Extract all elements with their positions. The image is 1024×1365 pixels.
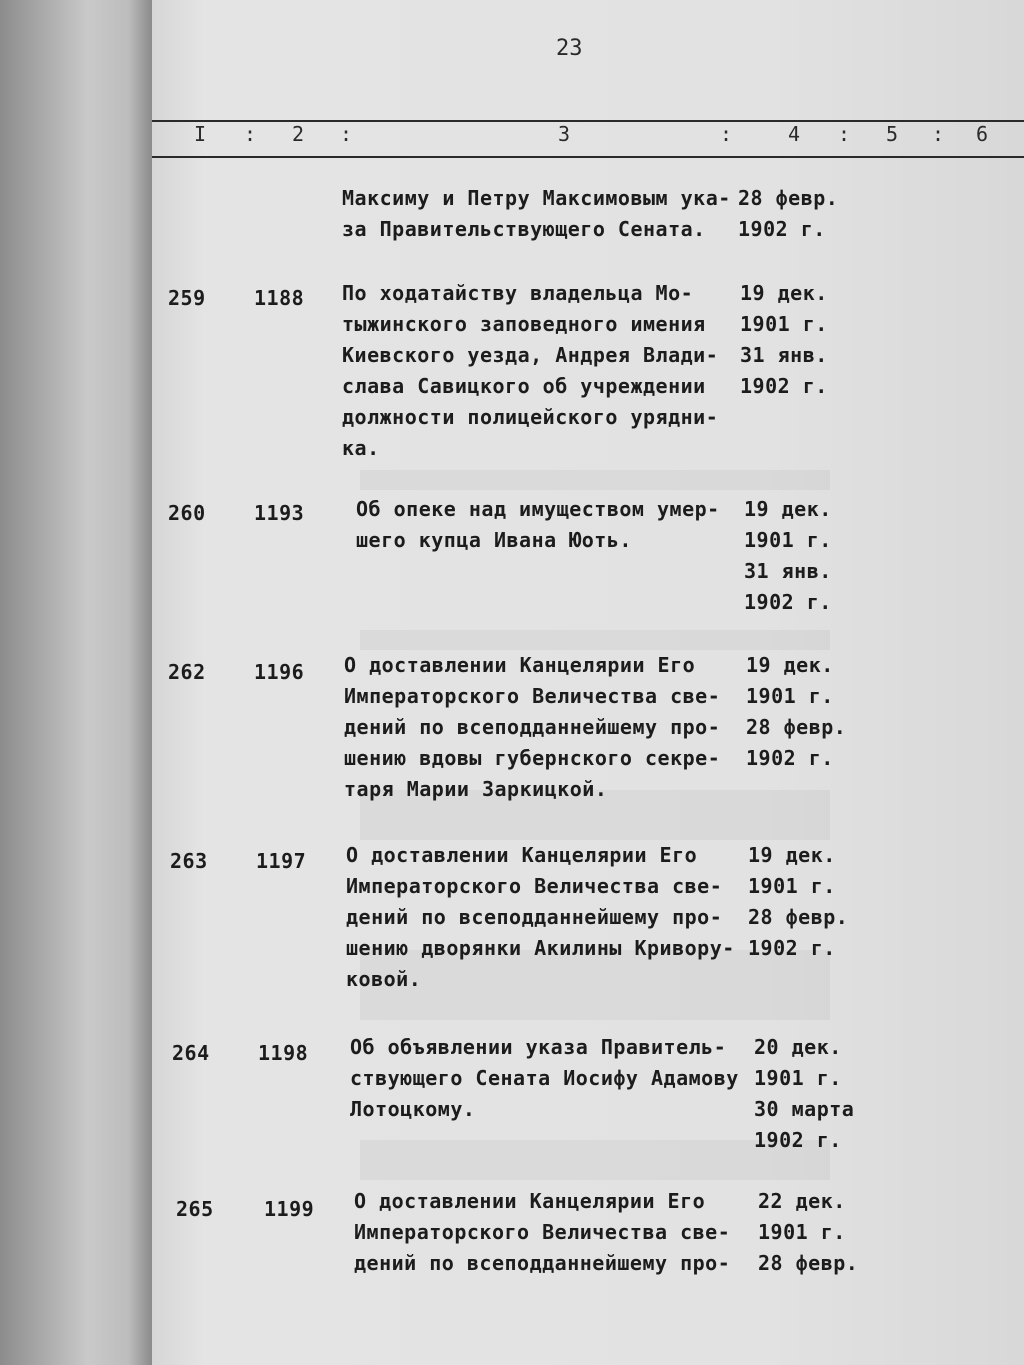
text-line: должности полицейского урядни- [342, 405, 719, 429]
column-separator: : [838, 122, 851, 146]
entry-number: 263 [170, 849, 208, 873]
text-line: О доставлении Канцелярии Его [354, 1189, 706, 1213]
text-line: таря Марии Заркицкой. [344, 777, 608, 801]
entry-text [356, 494, 746, 556]
date-line: 1902 г. [754, 1128, 842, 1152]
entry-text [346, 840, 746, 995]
text-line: дений по всеподданнейшему про- [346, 905, 723, 929]
entry-case: 1198 [258, 1041, 309, 1065]
text-line: ка. [342, 436, 380, 460]
text-line: ковой. [346, 967, 422, 991]
text-line: По ходатайству владельца Мо- [342, 281, 694, 305]
entry-dates [746, 650, 876, 774]
date-line: 19 дек. [744, 497, 832, 521]
date-line: 1901 г. [748, 874, 836, 898]
date-line: 19 дек. [746, 653, 834, 677]
date-line: 30 марта [754, 1097, 855, 1121]
page-number: 23 [556, 36, 583, 61]
date-line: 28 февр. [738, 186, 839, 210]
entry-number: 260 [168, 501, 206, 525]
text-line: слава Савицкого об учреждении [342, 374, 706, 398]
text-line: за Правительствующего Сената. [342, 217, 706, 241]
entry-text [344, 650, 744, 805]
entry-case: 1193 [254, 501, 305, 525]
text-line: Лотоцкому. [350, 1097, 476, 1121]
entry-dates [744, 494, 874, 618]
entry-number: 265 [176, 1197, 214, 1221]
column-header-1: I [194, 122, 207, 146]
text-line: ствующего Сената Иосифу Адамову [350, 1066, 739, 1090]
date-line: 1902 г. [740, 374, 828, 398]
entry-case: 1197 [256, 849, 307, 873]
entry-case: 1196 [254, 660, 305, 684]
entry-dates [758, 1186, 868, 1279]
date-line: 1901 г. [744, 528, 832, 552]
date-line: 28 февр. [748, 905, 849, 929]
text-line: дений по всеподданнейшему про- [344, 715, 721, 739]
date-line: 22 дек. [758, 1189, 846, 1213]
date-line: 19 дек. [748, 843, 836, 867]
text-line: тыжинского заповедного имения [342, 312, 706, 336]
date-line: 1902 г. [744, 590, 832, 614]
date-line: 1901 г. [740, 312, 828, 336]
text-line: О доставлении Канцелярии Его [346, 843, 698, 867]
date-line: 28 февр. [758, 1251, 859, 1275]
column-header-4: 4 [788, 122, 801, 146]
continuation-text [342, 183, 742, 245]
date-line: 20 дек. [754, 1035, 842, 1059]
column-separator: : [932, 122, 945, 146]
text-line: шению вдовы губернского секре- [344, 746, 721, 770]
date-line: 1901 г. [754, 1066, 842, 1090]
column-separator: : [720, 122, 733, 146]
column-header-6: 6 [976, 122, 989, 146]
date-line: 31 янв. [744, 559, 832, 583]
date-line: 1902 г. [748, 936, 836, 960]
text-line: О доставлении Канцелярии Его [344, 653, 696, 677]
entry-number: 259 [168, 286, 206, 310]
text-line: Максиму и Петру Максимовым ука- [342, 186, 731, 210]
entry-dates [740, 278, 870, 402]
date-line: 1901 г. [758, 1220, 846, 1244]
entry-case: 1188 [254, 286, 305, 310]
date-line: 1902 г. [738, 217, 826, 241]
entry-dates [754, 1032, 864, 1156]
entry-number: 264 [172, 1041, 210, 1065]
column-header-2: 2 [292, 122, 305, 146]
entry-text [350, 1032, 750, 1125]
entry-dates [748, 840, 878, 964]
text-line: дений по всеподданнейшему про- [354, 1251, 731, 1275]
text-line: Императорского Величества све- [344, 684, 721, 708]
entry-text [354, 1186, 754, 1279]
text-line: Об опеке над имуществом умер- [356, 497, 720, 521]
text-line: Императорского Величества све- [346, 874, 723, 898]
column-header-3: 3 [558, 122, 571, 146]
column-separator: : [340, 122, 353, 146]
text-line: шению дворянки Акилины Кривору- [346, 936, 735, 960]
date-line: 19 дек. [740, 281, 828, 305]
text-line: шего купца Ивана Юоть. [356, 528, 632, 552]
text-line: Императорского Величества све- [354, 1220, 731, 1244]
text-line: Об объявлении указа Правитель- [350, 1035, 727, 1059]
date-line: 31 янв. [740, 343, 828, 367]
entry-case: 1199 [264, 1197, 315, 1221]
date-line: 28 февр. [746, 715, 847, 739]
entry-text [342, 278, 742, 464]
column-separator: : [244, 122, 257, 146]
column-header-5: 5 [886, 122, 899, 146]
continuation-dates [738, 183, 868, 245]
date-line: 1901 г. [746, 684, 834, 708]
date-line: 1902 г. [746, 746, 834, 770]
facing-page-edge [0, 0, 160, 1365]
entry-number: 262 [168, 660, 206, 684]
text-line: Киевского уезда, Андрея Влади- [342, 343, 719, 367]
column-header-row [152, 118, 1024, 154]
header-rule-bottom [152, 156, 1024, 158]
